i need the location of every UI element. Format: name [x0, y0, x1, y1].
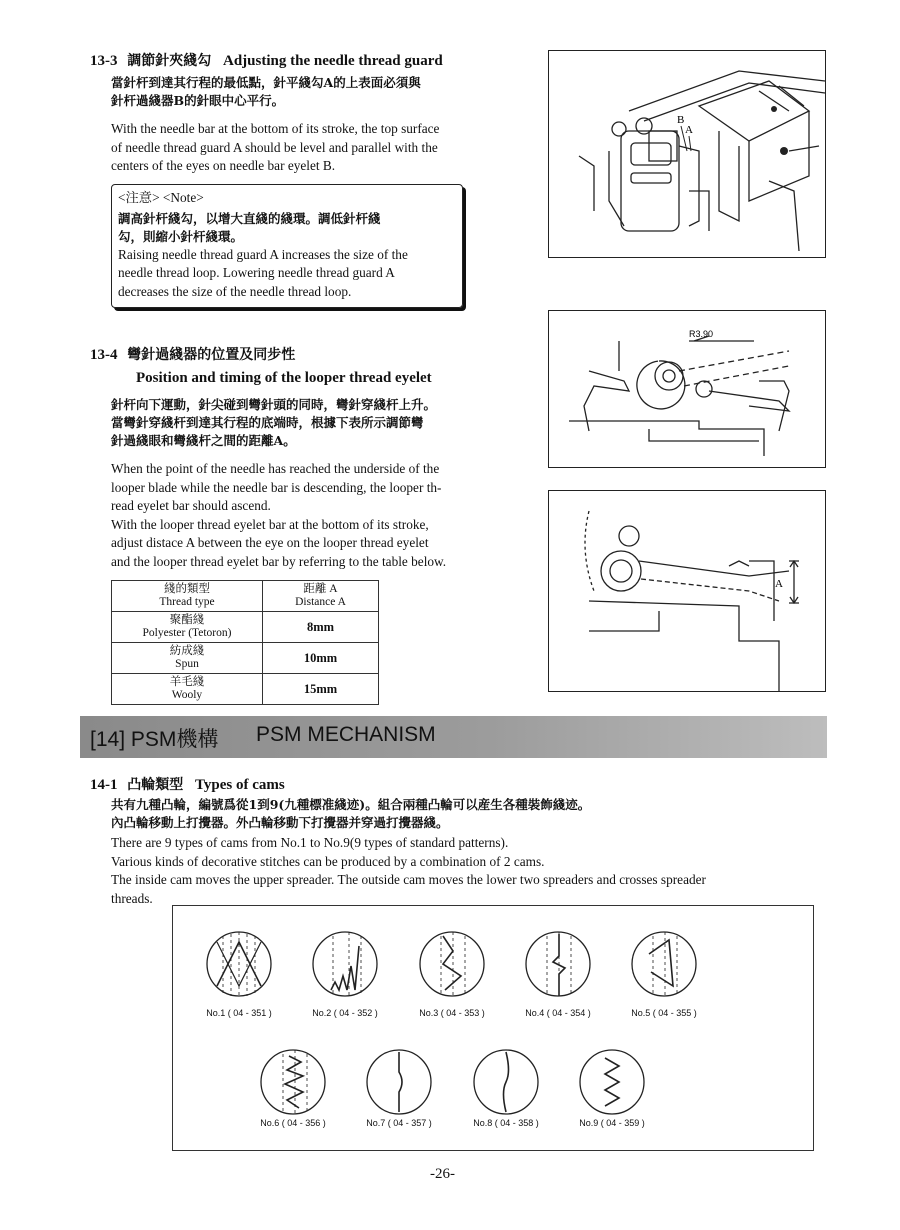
thread-en: Wooly [171, 689, 203, 701]
zh-line: 內凸輪移動上打攪器。外凸輪移動下打攪器并穿過打攪器綫。 [111, 815, 449, 830]
cam-label-8: No.8 ( 04 - 358 ) [473, 1118, 539, 1128]
section-number: 14-1 [90, 777, 118, 793]
note-en-line: decreases the size of the needle thread loop. [118, 283, 352, 299]
zh-line: 針杆向下運動，針尖碰到彎針頭的同時，彎針穿綫杆上升。 [111, 397, 437, 412]
en-line: The inside cam moves the upper spreader. The outside cam moves the lower two spreaders and crosses spreader [111, 872, 706, 887]
header-en: Thread type [159, 596, 215, 608]
cam-label-7: No.7 ( 04 - 357 ) [366, 1118, 432, 1128]
section-banner [80, 716, 827, 758]
cam-types-figure [172, 905, 814, 1151]
text-14-1-zh [111, 796, 590, 832]
heading-13-3 [90, 50, 443, 70]
label-r3-90: R3.90 [689, 329, 714, 339]
thread-zh: 紡成綫 [169, 645, 205, 657]
en-line: of needle thread guard A should be level and parallel with the [111, 139, 438, 155]
heading-zh: 凸輪類型 [127, 777, 184, 793]
distance-cell: 8mm [263, 612, 379, 643]
table-header-row [112, 581, 379, 612]
section-number: 13-4 [90, 347, 118, 363]
header-en: Distance A [295, 596, 346, 608]
table-row [112, 612, 379, 643]
en-line: With the looper thread eyelet bar at the bottom of its stroke, [111, 516, 429, 532]
en-line: Various kinds of decorative stitches can be produced by a combination of 2 cams. [111, 853, 545, 869]
en-line: There are 9 types of cams from No.1 to No.9(9 types of standard patterns). [111, 835, 509, 850]
table-row [112, 643, 379, 674]
cam-label-5: No.5 ( 04 - 355 ) [631, 1008, 697, 1018]
heading-13-4 [90, 344, 295, 364]
en-line: When the point of the needle has reached the underside of the [111, 461, 440, 476]
header-zh: 距離 A [303, 583, 338, 595]
header-zh: 綫的類型 [164, 583, 210, 595]
note-box [111, 184, 463, 308]
note-zh-line: 勾，則縮小針杆綫環。 [118, 228, 244, 244]
en-line: and the looper thread eyelet bar by referring to the table below. [111, 553, 447, 569]
zh-line: 針杆過綫器B的針眼中心平行。 [111, 93, 285, 108]
text-13-4-zh [111, 396, 436, 450]
machine-head-illustration [549, 51, 825, 257]
heading-en: Adjusting the needle thread guard [223, 53, 443, 69]
header-thread-type [112, 581, 263, 612]
figure-looper-eyelet [548, 310, 826, 468]
zh-line: 當彎針穿綫杆到達其行程的底端時，根據下表所示調節彎 [111, 415, 424, 430]
cam-label-6: No.6 ( 04 - 356 ) [260, 1118, 326, 1128]
note-title: <注意> <Note> [118, 190, 204, 205]
thread-distance-table [111, 580, 379, 705]
thread-en: Polyester (Tetoron) [142, 627, 232, 639]
en-line: With the needle bar at the bottom of its stroke, the top surface [111, 121, 440, 136]
en-line: adjust distace A between the eye on the looper thread eyelet [111, 535, 429, 550]
page-number: -26- [430, 1166, 455, 1182]
heading-en: Types of cams [195, 777, 285, 793]
thread-zh: 羊毛綫 [169, 676, 205, 688]
note-zh-line: 調高針杆綫勾，以增大直綫的綫環。調低針杆綫 [118, 210, 381, 226]
note-en-line: Raising needle thread guard A increases the size of the [118, 246, 408, 262]
distance-cell: 15mm [263, 674, 379, 705]
banner-right-title: PSM MECHANISM [256, 723, 436, 746]
looper-illustration [549, 311, 825, 467]
heading-en: Position and timing of the looper thread eyelet [136, 370, 432, 386]
thread-zh: 聚酯綫 [169, 614, 205, 626]
section-number: 13-3 [90, 53, 118, 69]
header-distance [263, 581, 379, 612]
distance-cell: 10mm [263, 643, 379, 674]
heading-zh: 調節針夾綫勾 [127, 53, 212, 69]
zh-line: 當針杆到達其行程的最低點，針平綫勾A的上表面必須與 [111, 75, 421, 90]
cam-label-1: No.1 ( 04 - 351 ) [206, 1008, 272, 1018]
label-b: B [677, 114, 685, 126]
thread-type-cell [112, 674, 263, 705]
note-en-line: needle thread loop. Lowering needle thread guard A [118, 265, 395, 280]
cam-label-3: No.3 ( 04 - 353 ) [419, 1008, 485, 1018]
en-line: threads. [111, 890, 153, 906]
text-13-4-en [111, 460, 446, 571]
text-13-3-en [111, 120, 439, 176]
heading-14-1 [90, 774, 285, 794]
en-line: looper blade while the needle bar is descending, the looper th- [111, 479, 442, 495]
text-13-3-zh [111, 74, 421, 110]
thread-type-cell [112, 612, 263, 643]
cam-circles [173, 906, 813, 1150]
cam-label-9: No.9 ( 04 - 359 ) [579, 1118, 645, 1128]
en-line: read eyelet bar should ascend. [111, 498, 271, 513]
banner-left-title: [14] PSM機構 [90, 728, 219, 751]
cam-label-2: No.2 ( 04 - 352 ) [312, 1008, 378, 1018]
heading-zh: 彎針過綫器的位置及同步性 [127, 347, 296, 363]
en-line: centers of the eyes on needle bar eyelet B. [111, 158, 336, 173]
table-row [112, 674, 379, 705]
figure-needle-thread-guard [548, 50, 826, 258]
label-a: A [685, 124, 693, 136]
label-distance-a: A [775, 578, 783, 590]
distance-illustration [549, 491, 825, 691]
zh-line: 共有九種凸輪，編號爲從1到9(九種標准綫迹)。組合兩種凸輪可以産生各種裝飾綫迹。 [111, 797, 591, 812]
thread-type-cell [112, 643, 263, 674]
cam-label-4: No.4 ( 04 - 354 ) [525, 1008, 591, 1018]
text-14-1-en [111, 834, 706, 908]
figure-distance-a [548, 490, 826, 692]
thread-en: Spun [175, 658, 199, 670]
zh-line: 針過綫眼和彎綫杆之間的距離A。 [111, 433, 296, 448]
